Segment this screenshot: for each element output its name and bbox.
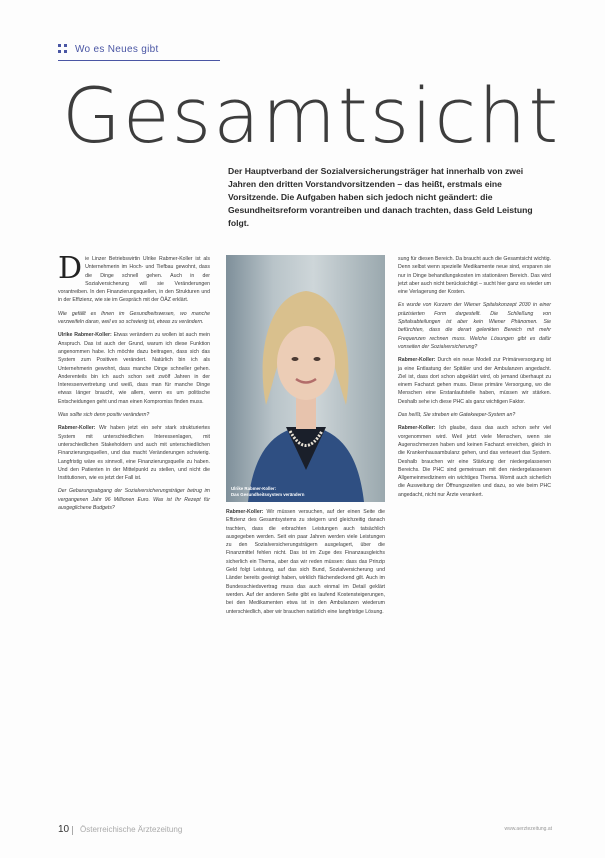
magazine-url: www.aerztezeitung.at bbox=[504, 826, 552, 832]
answer-text: sung für diesen Bereich. Da braucht auch die Gesamtsicht wichtig. Denn selbst wenn spezielle Medikamente neue sind, ersparen sie nur in Dinge behandlungskosten im stationären Bereich. Das wird jetzt aber auch nicht berücksichtigt – sucht hier ganz es wieder um eine Verlagerung der Kosten. bbox=[398, 256, 551, 296]
dropcap: D bbox=[58, 251, 83, 286]
intro-text: ie Linzer Betriebswirtin Ulrike Rabmer-Koller ist als Unternehmerin im Hoch- und Tiefbau gewohnt, dass die Dinge schnell gehen. Auch in der Sozialversicherung will sie Veränderungen vorantreiben. In den Finanzierungsquellen, in den Strukturen und in der Effizienz, wie sie im Gespräch mit der ÖÄZ erklärt. bbox=[58, 256, 210, 304]
text-column-middle bbox=[226, 508, 385, 621]
speaker-name: Rabmer-Koller: bbox=[398, 425, 436, 432]
page-number: 10 bbox=[58, 824, 70, 835]
answer-text: Ich glaube, dass das auch schon sehr viel vorgenommen wird. Weil jetzt viele Menschen, wenn sie Augenschmerzen haben und keinen Facharzt erreichen, gleich in die Krankenhausambulanz gehen, und das verteuert das System. Deshalb brauchen wir eine Stärkung der niedergelassenen Bereichs. Die PHC sind gemeinsam mit den niedergelassenen Allgemeinmedizinern ein wichtiges Thema. Womit auch sicherlich die Ausweitung der Öffnungszeiten und dazu, so wie beim PHC angedacht, nicht nur Ärzte verankert. bbox=[398, 425, 551, 498]
portrait-photo bbox=[226, 255, 385, 502]
answer-text: Durch ein neue Modell zur Primärversorgung ist ja eine Entlastung der Spitäler und der Ambulanzen angedacht. Ziel ist, dass dort schon abgeklärt wird, ob jemand überhaupt zu einem Facharzt gehen muss. Diese primäre Versorgung, wo die Menschen eine Erstanlaufstelle haben, müssen wir stärken. Deshalb sehe ich diese PHC als ganz wichtigen Faktor. bbox=[398, 357, 551, 405]
article-title: Gesamtsicht bbox=[62, 71, 561, 160]
photo-caption-text: Das Gesundheitssystem verändern bbox=[231, 492, 305, 497]
section-rubric bbox=[58, 44, 159, 55]
answer-text: Etwas verändern zu wollen ist auch mein Anspruch. Das ist auch der Grund, warum ich diese Funktion angenommen habe. Ich möchte dazu beitragen, dass sich das System zum Positiven verändert. Natürlich bin ich als Unternehmerin gewohnt, dass manche Dinge schneller gehen. Anderenteils bin ich auch schon seit zwölf Jahren in der Interessenvertretung und weiß, dass man für manche Dinge etwas länger braucht, wie allem, wenn es um politische Entscheidungen geht und man einen Kompromiss finden muss. bbox=[58, 332, 210, 405]
text-column-right bbox=[398, 255, 551, 504]
question: Wie gefällt es Ihnen im Gesundheitswesen, wo manche verzweifeln daran, weil es so schwierig ist, etwas zu verändern. bbox=[58, 310, 210, 326]
question: Was sollte sich denn positiv verändern? bbox=[58, 412, 150, 419]
speaker-name: Rabmer-Koller: bbox=[226, 509, 264, 515]
article-lead: Der Hauptverband der Sozialversicherungsträger hat innerhalb von zwei Jahren den dritten Vorstandvorsitzenden – das heißt, erstmals eine Vorsitzende. Die Aufgaben haben sich jedoch nicht geändert: die Gesundheitsreform vorantreiben und danach trachten, dass Geld Leistung folgt. bbox=[228, 166, 533, 228]
photo-caption bbox=[231, 486, 304, 498]
text-column-left bbox=[58, 251, 210, 517]
speaker-name: Rabmer-Koller: bbox=[398, 357, 436, 364]
magazine-name: Österreichische Ärztezeitung bbox=[80, 825, 183, 834]
speaker-name: Rabmer-Koller: bbox=[58, 425, 96, 432]
rubric-underline bbox=[58, 60, 220, 61]
question: Es wurde von Kurzem der Wiener Spitalskonzept 2030 in einer präzisierten Form dargestellt. Die Schließung von Spitalsabteilungen ist aber kein Wiener Phänomen. Sie befürchten, dass die derart gelenkten Bereich mit mehr Frequenzen rechnen muss. Welche Lösungen gibt es dafür vonseiten der Sozialversicherung? bbox=[398, 302, 551, 350]
answer-text: Wir haben jetzt ein sehr stark strukturiertes System mit unterschiedlichen Interessenlagen, mit unterschiedlichen Stakeholdern und auch mit unterschiedlichen Finanzierungsquellen, und das macht Veränderungen schwierig. Langfristig wäre es sinnvoll, eine Finanzierungsquelle zu haben. Und den Patienten in der Mittelpunkt zu stellen, und nicht die Institutionen, wie es jetzt der Fall ist. bbox=[58, 425, 210, 482]
answer-text: Wir müssen versuchen, auf der einen Seite die Effizienz des Gesamtsystems zu steigern und gleichzeitig danach trachten, dass die erbrachten Leistungen auch tatsächlich ausgegeben werden. Seit ein paar Jahren werden viele Leistungen zu den Sozialversicherungsträgern ausgelagert, über die Finanzmittel fehlen nicht. Das ist im Zuge des Finanzausgleichs sicherlich ein Thema, aber das wir reden müssen: dass das Prinzip Geld folgt Leistung, auf das sich Bund, Sozialversicherung und Länder bereits geeinigt haben, wirklich flächendeckend gilt. Auch im Bundesschiedsvertrag muss das auch einmal im Detail geklärt werden. Auf der anderen Seite gibt es laufend Kostensteigerungen, bei den Medikamenten etwa ist in den Ambulanzen wiederum unterschiedlich, aber wir brauchen natürlich eine langfristige Lösung. bbox=[226, 509, 385, 615]
question: Der Gebarungsabgang der Sozialversicherungsträger betrug im vergangenen Jahr 96 Millionen Euro. Was ist Ihr Rezept für ausgeglichene Budgets? bbox=[58, 488, 210, 512]
grid-dots-icon bbox=[58, 44, 67, 53]
speaker-name: Ulrike Rabmer-Koller: bbox=[58, 332, 112, 339]
portrait-illustration bbox=[226, 255, 385, 502]
question: Das heißt, Sie streben ein Gatekeeper-System an? bbox=[398, 412, 516, 419]
page-footer bbox=[58, 824, 552, 836]
footer-divider bbox=[72, 826, 73, 835]
rubric-label: Wo es Neues gibt bbox=[75, 44, 159, 55]
photo-caption-name: Ulrike Rabmer-Koller: bbox=[231, 486, 277, 491]
